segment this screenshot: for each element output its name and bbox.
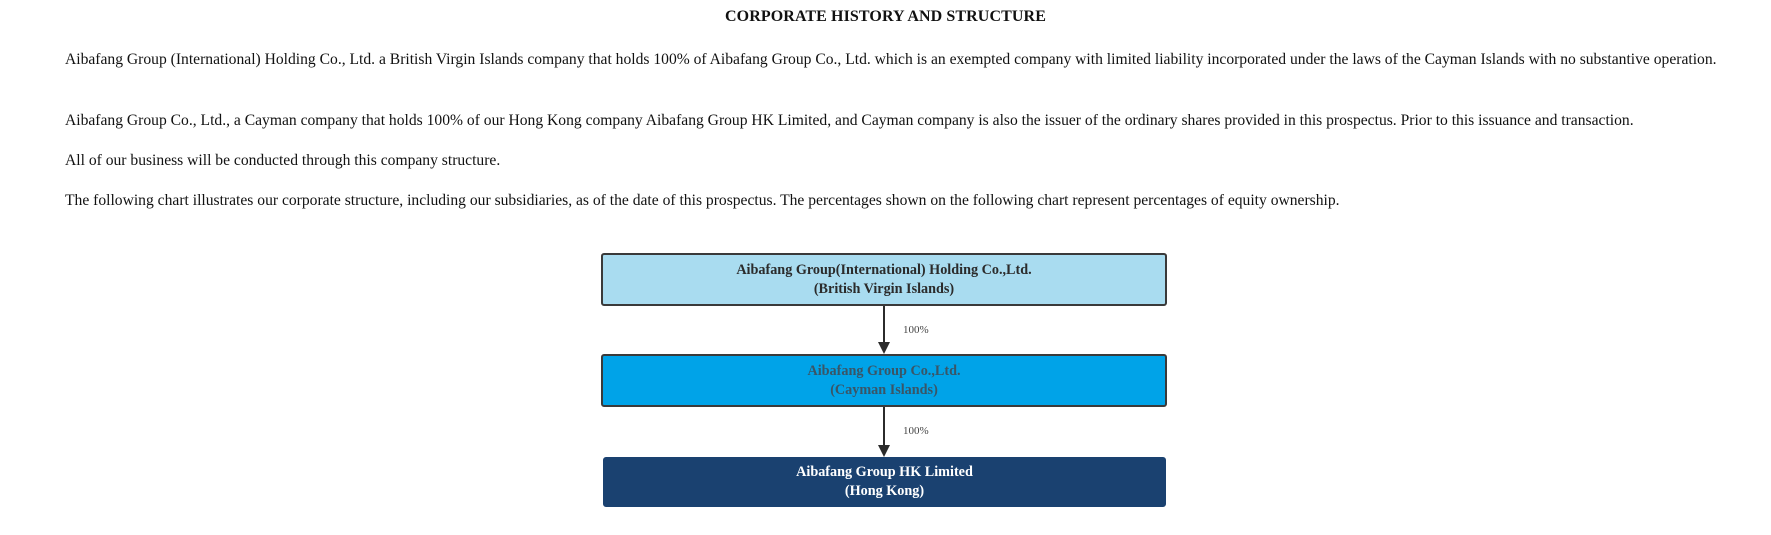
paragraph-bvi-holding: Aibafang Group (International) Holding Co., Ltd. a British Virgin Islands company that holds 100% of Aibafang Group Co., Ltd. which is an exempted company with limited liability incorporated under the laws of the Cayman Islands with no substantive operation. [65, 51, 1717, 68]
entity-box-cayman [601, 354, 1167, 407]
ownership-arrowhead-2 [878, 445, 890, 457]
entity-name: Aibafang Group(International) Holding Co.,Ltd. [736, 261, 1032, 278]
entity-jurisdiction: (Cayman Islands) [830, 381, 938, 398]
entity-name: Aibafang Group HK Limited [796, 464, 973, 480]
entity-name: Aibafang Group Co.,Ltd. [807, 362, 961, 379]
entity-jurisdiction: (British Virgin Islands) [813, 280, 955, 297]
ownership-percentage-label: 100% [903, 324, 929, 336]
paragraph-chart-intro: The following chart illustrates our corporate structure, including our subsidiaries, as of the date of this prospectus. The percentages shown on the following chart represent percentages of equity ownership. [65, 192, 1340, 209]
entity-jurisdiction: (Hong Kong) [844, 483, 925, 499]
ownership-percentage-label: 100% [903, 425, 929, 437]
entity-box-hong-kong [603, 457, 1166, 507]
entity-box-bvi-holding [601, 253, 1167, 306]
paragraph-cayman-company: Aibafang Group Co., Ltd., a Cayman company that holds 100% of our Hong Kong company Aibafang Group HK Limited, and Cayman company is also the issuer of the ordinary shares provided in this prospectus. Prior to this issuance and transaction. [65, 112, 1634, 129]
ownership-arrowhead-1 [878, 342, 890, 354]
paragraph-business-structure: All of our business will be conducted through this company structure. [65, 152, 501, 169]
document-title: CORPORATE HISTORY AND STRUCTURE [725, 8, 1046, 25]
